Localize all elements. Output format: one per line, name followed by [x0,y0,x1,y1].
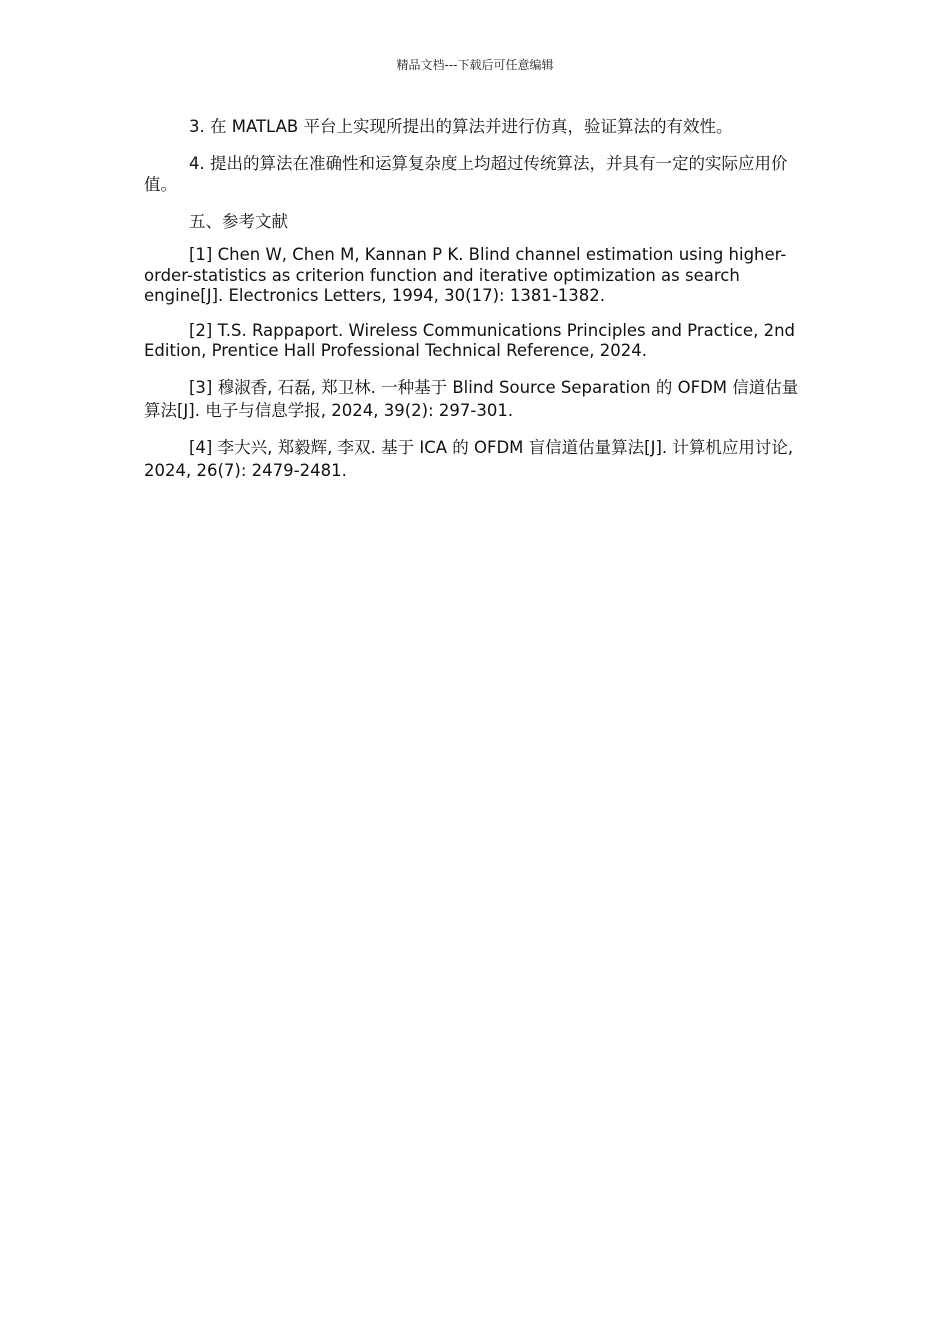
reference-item: [2] T.S. Rappaport. Wireless Communications Principles and Practice, 2nd Edition, Prentice Hall Professional Technical Reference, 2024. [144,320,796,360]
reference-item: [4] 李大兴, 郑毅辉, 李双. 基于 ICA 的 OFDM 盲信道估量算法[J]. 计算机应用讨论, 2024, 26(7): 2479-2481. [144,437,794,480]
document-body [144,116,806,496]
list-item: 3. 在 MATLAB 平台上实现所提出的算法并进行仿真，验证算法的有效性。 [189,117,733,136]
page-header: 精品文档---下载后可任意编辑 [396,58,554,72]
reference-item: [1] Chen W, Chen M, Kannan P K. Blind channel estimation using higher-order-statistics as criterion function and iterative optimization as search engine[J]. Electronics Letters, 1994, 30(17): 1381-1382. [144,245,787,305]
list-item: 4. 提出的算法在准确性和运算复杂度上均超过传统算法，并具有一定的实际应用价值。 [144,154,788,194]
reference-item: [3] 穆淑香, 石磊, 郑卫林. 一种基于 Blind Source Separation 的 OFDM 信道估量算法[J]. 电子与信息学报, 2024, 39(2): 297-301. [144,377,799,420]
section-title: 五、参考文献 [189,212,288,231]
